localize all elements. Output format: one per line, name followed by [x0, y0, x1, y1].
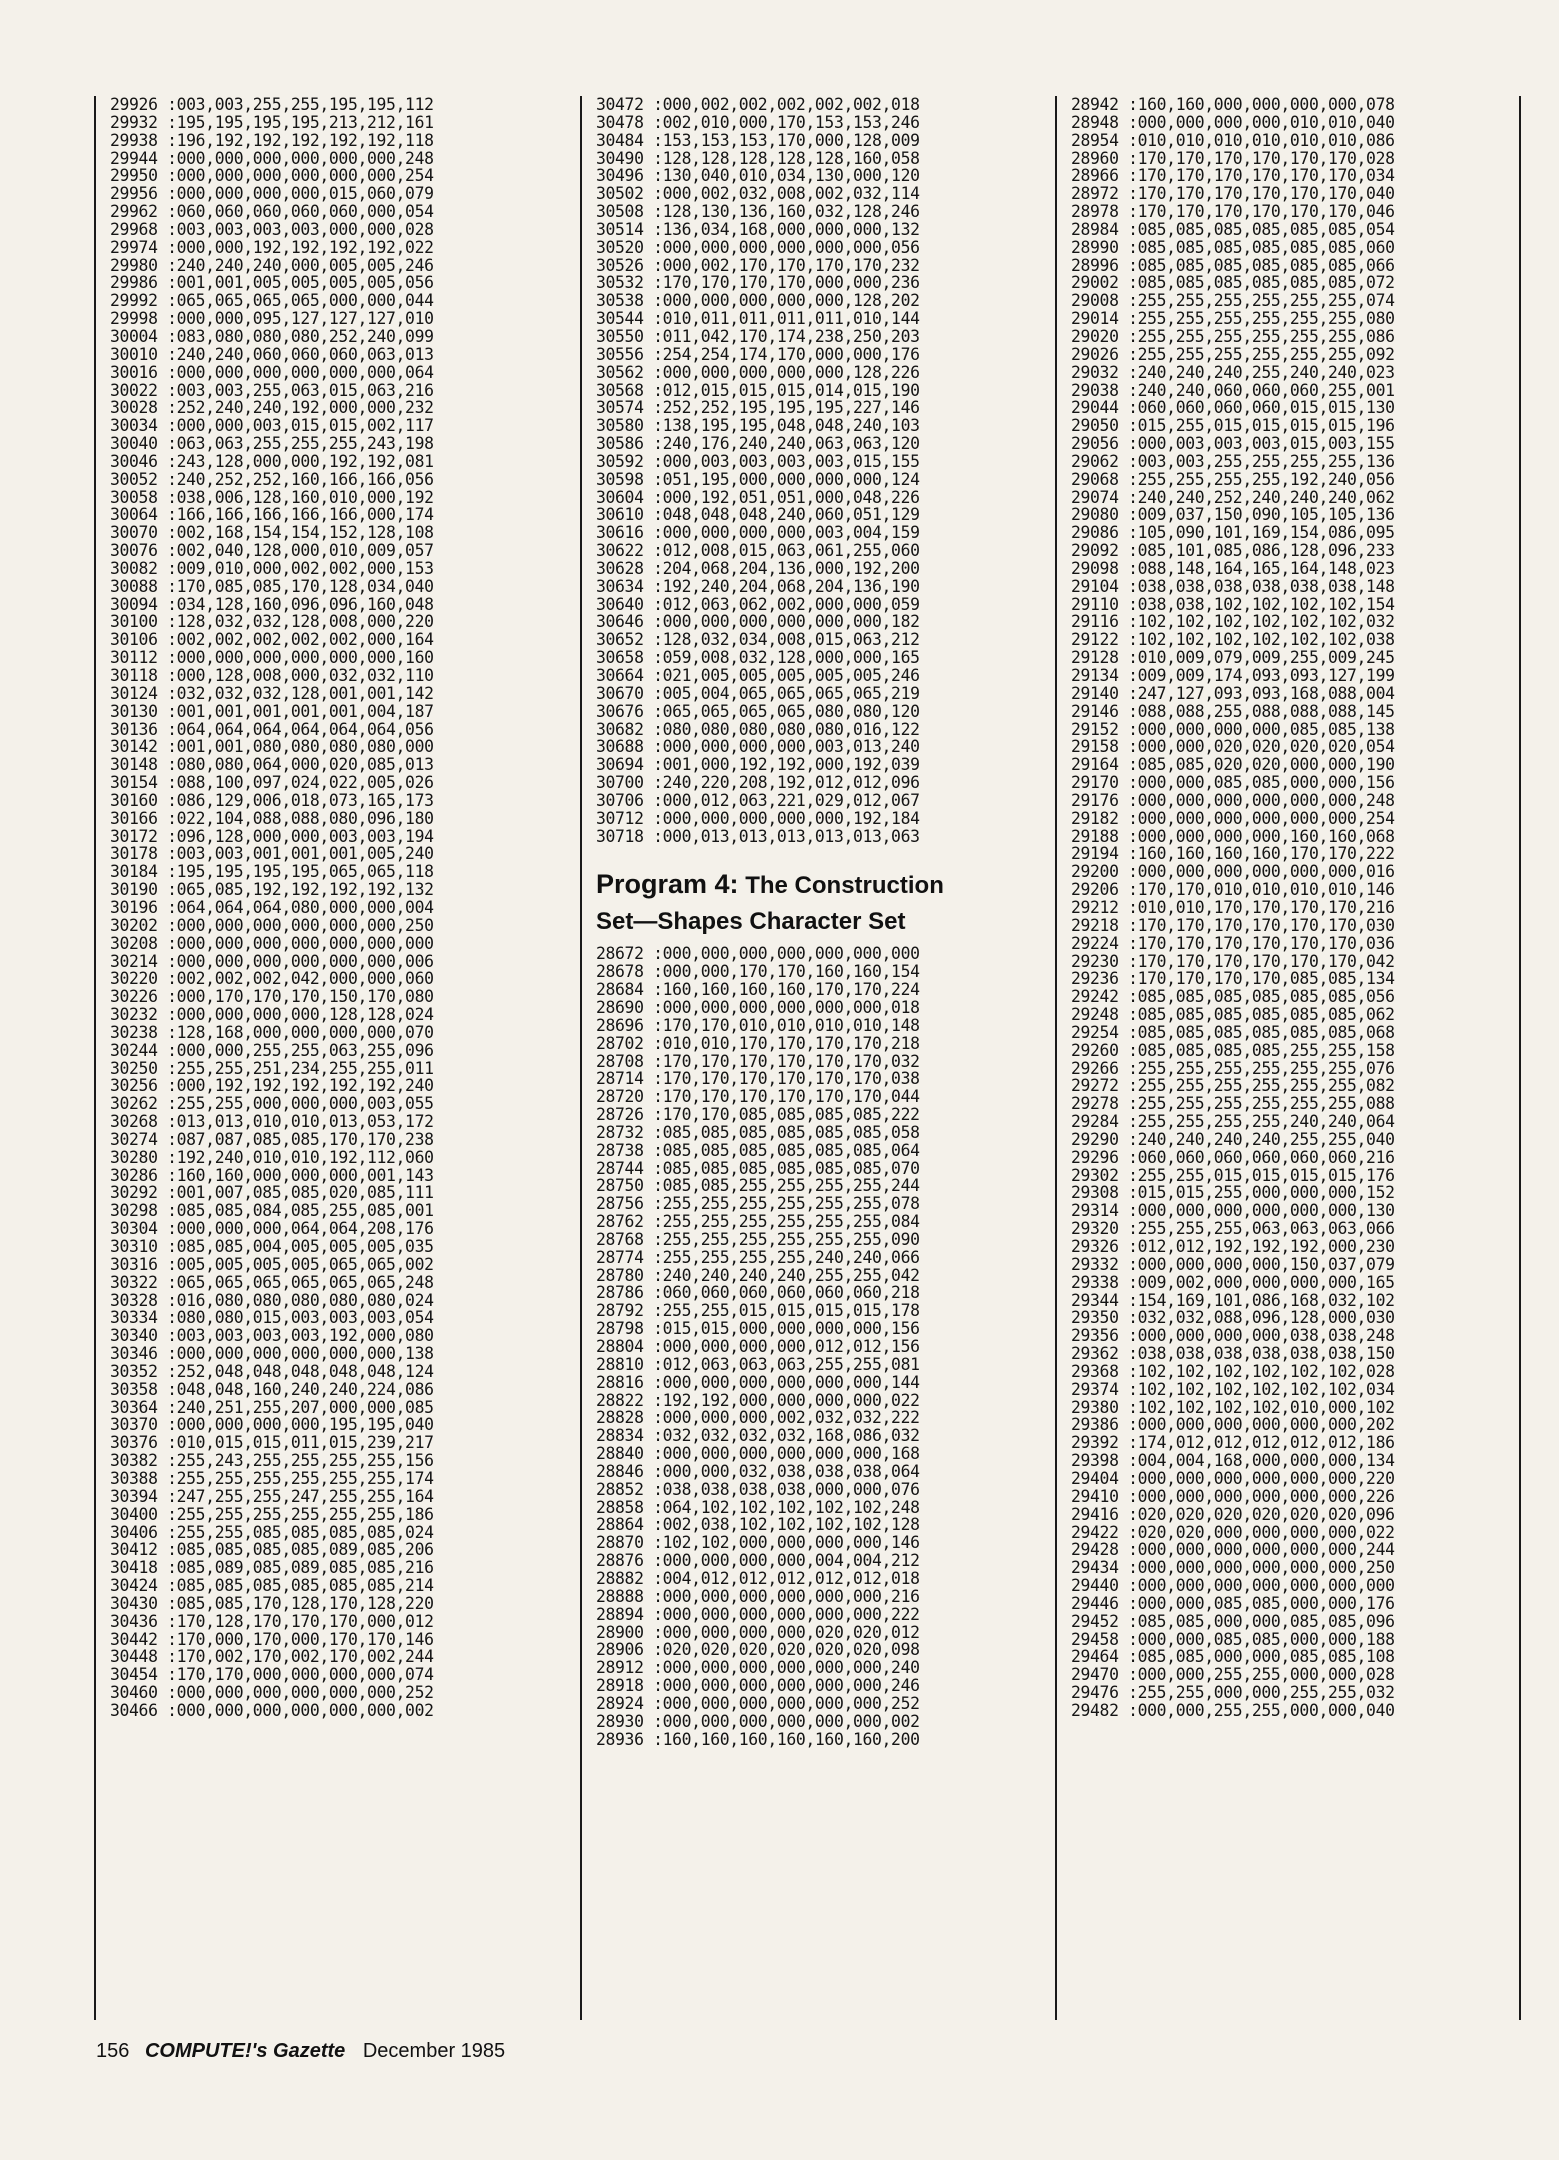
listing-line: 29164 :085,085,020,020,000,000,190: [1071, 755, 1395, 775]
listing-line: 29098 :088,148,164,165,164,148,023: [1071, 558, 1395, 578]
listing-line: 28936 :160,160,160,160,160,160,200: [596, 1729, 920, 1749]
listing-line: 29380 :102,102,102,102,010,000,102: [1071, 1397, 1395, 1417]
listing-line: 30370 :000,000,000,000,195,195,040: [110, 1415, 434, 1435]
listing-line: 28672 :000,000,000,000,000,000,000: [596, 944, 920, 964]
listing-line: 29032 :240,240,240,255,240,240,023: [1071, 362, 1395, 382]
listing-line: 28714 :170,170,170,170,170,170,038: [596, 1069, 920, 1089]
listing-line: 28864 :002,038,102,102,102,102,128: [596, 1515, 920, 1535]
listing-line: 29158 :000,000,020,020,020,020,054: [1071, 737, 1395, 757]
magazine-title: COMPUTE!'s Gazette: [144, 2040, 346, 2062]
listing-line: 30298 :085,085,084,085,255,085,001: [110, 1201, 434, 1221]
listing-line: 30340 :003,003,003,003,192,000,080: [110, 1326, 434, 1346]
listing-line: 28726 :170,170,085,085,085,085,222: [596, 1105, 920, 1125]
listing-line: 29950 :000,000,000,000,000,000,254: [110, 166, 434, 186]
listing-line: 29116 :102,102,102,102,102,102,032: [1071, 612, 1395, 632]
listing-line: 28684 :160,160,160,160,170,170,224: [596, 980, 920, 1000]
listing-line: 28768 :255,255,255,255,255,255,090: [596, 1229, 920, 1249]
listing-line: 29194 :160,160,160,160,170,170,222: [1071, 844, 1395, 864]
listing-line: 28924 :000,000,000,000,000,000,252: [596, 1693, 920, 1713]
listing-line: 29152 :000,000,000,000,085,085,138: [1071, 719, 1395, 739]
listing-line: 28966 :170,170,170,170,170,170,034: [1071, 166, 1395, 186]
listing-line: 28996 :085,085,085,085,085,085,066: [1071, 255, 1395, 275]
listing-line: 28954 :010,010,010,010,010,010,086: [1071, 130, 1395, 150]
listing-line: 30244 :000,000,255,255,063,255,096: [110, 1040, 434, 1060]
listing-line: 28870 :102,102,000,000,000,000,146: [596, 1533, 920, 1553]
program-heading-title-1: The Construction: [738, 872, 944, 900]
listing-line: 30178 :003,003,001,001,001,005,240: [110, 844, 434, 864]
listing-line: 30310 :085,085,004,005,005,005,035: [110, 1237, 434, 1256]
listing-line: 30466 :000,000,000,000,000,000,002: [110, 1700, 434, 1720]
listing-line: 29284 :255,255,255,255,240,240,064: [1071, 1112, 1395, 1132]
listing-line: 29062 :003,003,255,255,255,255,136: [1071, 451, 1395, 471]
listing-line: 29230 :170,170,170,170,170,170,042: [1071, 951, 1395, 971]
listing-line: 30352 :252,048,048,048,048,048,124: [110, 1361, 434, 1381]
listing-line: 28912 :000,000,000,000,000,000,240: [596, 1658, 920, 1678]
listing-line: 29176 :000,000,000,000,000,000,248: [1071, 790, 1395, 810]
listing-line: 29434 :000,000,000,000,000,000,250: [1071, 1558, 1395, 1578]
listing-line: 30394 :247,255,255,247,255,255,164: [110, 1486, 434, 1506]
listing-line: 29356 :000,000,000,000,038,038,248: [1071, 1326, 1395, 1346]
listing-line: 29236 :170,170,170,170,085,085,134: [1071, 969, 1395, 989]
listing-line: 30226 :000,170,170,170,150,170,080: [110, 987, 434, 1007]
listing-line: 29122 :102,102,102,102,102,102,038: [1071, 630, 1395, 650]
program-heading-label: Program 4:: [596, 869, 739, 900]
listing-line: 29452 :085,085,000,000,085,085,096: [1071, 1611, 1395, 1631]
listing-line: 28984 :085,085,085,085,085,085,054: [1071, 219, 1395, 239]
listing-line: 28774 :255,255,255,255,240,240,066: [596, 1247, 920, 1267]
listing-line: 30160 :086,129,006,018,073,165,173: [110, 790, 434, 810]
listing-line: 30328 :016,080,080,080,080,080,024: [110, 1290, 434, 1310]
listing-line: 30070 :002,168,154,154,152,128,108: [110, 523, 434, 543]
listing-line: 29014 :255,255,255,255,255,255,080: [1071, 309, 1395, 329]
listing-line: 30454 :170,170,000,000,000,000,074: [110, 1665, 434, 1685]
listing-line: 30058 :038,006,128,160,010,000,192: [110, 487, 434, 507]
listing-line: 29086 :105,090,101,169,154,086,095: [1071, 523, 1395, 543]
listing-line: 28762 :255,255,255,255,255,255,084: [596, 1212, 920, 1232]
listing-line: 30076 :002,040,128,000,010,009,057: [110, 541, 434, 561]
listing-line: 28906 :020,020,020,020,020,020,098: [596, 1640, 920, 1660]
listing-line: 30190 :065,085,192,192,192,192,132: [110, 880, 434, 900]
listing-line: 30406 :255,255,085,085,085,085,024: [110, 1522, 434, 1542]
listing-line: 30250 :255,255,251,234,255,255,011: [110, 1058, 434, 1078]
listing-line: 30490 :128,128,128,128,128,160,058: [596, 148, 920, 168]
listing-line: 29200 :000,000,000,000,000,000,016: [1071, 862, 1395, 882]
listing-line: 28858 :064,102,102,102,102,102,248: [596, 1497, 920, 1517]
listing-line: 30580 :138,195,195,048,048,240,103: [596, 416, 920, 436]
listing-line: 29326 :012,012,192,192,192,000,230: [1071, 1237, 1395, 1256]
program-heading: [596, 867, 1044, 939]
listing-line: 28780 :240,240,240,240,255,255,042: [596, 1265, 920, 1285]
listing-line: 30346 :000,000,000,000,000,000,138: [110, 1344, 434, 1364]
listing-line: 28894 :000,000,000,000,000,000,222: [596, 1604, 920, 1624]
listing-line: 29272 :255,255,255,255,255,255,082: [1071, 1076, 1395, 1096]
listing-line: 28828 :000,000,000,002,032,032,222: [596, 1408, 920, 1428]
listing-line: 28882 :004,012,012,012,012,012,018: [596, 1568, 920, 1588]
listing-line: 29224 :170,170,170,170,170,170,036: [1071, 933, 1395, 953]
listing-line: 29266 :255,255,255,255,255,255,076: [1071, 1058, 1395, 1078]
listing-line: 29404 :000,000,000,000,000,000,220: [1071, 1468, 1395, 1488]
listing-line: 28720 :170,170,170,170,170,170,044: [596, 1087, 920, 1107]
listing-line: 30604 :000,192,051,051,000,048,226: [596, 487, 920, 507]
listing-line: 29278 :255,255,255,255,255,255,088: [1071, 1094, 1395, 1114]
listing-line: 29350 :032,032,088,096,128,000,030: [1071, 1308, 1395, 1328]
listing-line: 30676 :065,065,065,065,080,080,120: [596, 701, 920, 721]
listing-line: 29428 :000,000,000,000,000,000,244: [1071, 1540, 1395, 1560]
listing-line: 30538 :000,000,000,000,000,128,202: [596, 291, 920, 311]
listing-line: 30532 :170,170,170,170,000,000,236: [596, 273, 920, 293]
listing-line: 30004 :083,080,080,080,252,240,099: [110, 326, 434, 346]
program-heading-title-2: Set—Shapes Character Set: [596, 908, 906, 936]
listing-line: 30166 :022,104,088,088,080,096,180: [110, 808, 434, 828]
listing-line: 30550 :011,042,170,174,238,250,203: [596, 326, 920, 346]
listing-line: 28948 :000,000,000,000,010,010,040: [1071, 112, 1395, 132]
listing-line: 28816 :000,000,000,000,000,000,144: [596, 1372, 920, 1392]
listing-line: 28834 :032,032,032,032,168,086,032: [596, 1426, 920, 1446]
spacer: [596, 845, 1044, 867]
listing-line: 29314 :000,000,000,000,000,000,130: [1071, 1201, 1395, 1221]
listing-line: 29422 :020,020,000,000,000,000,022: [1071, 1522, 1395, 1542]
listing-line: 30034 :000,000,003,015,015,002,117: [110, 416, 434, 436]
listing-line: 28978 :170,170,170,170,170,170,046: [1071, 202, 1395, 222]
listing-line: 30718 :000,013,013,013,013,013,063: [596, 826, 920, 846]
listing-column-2: [580, 96, 1044, 2020]
listing-line: 30388 :255,255,255,255,255,255,174: [110, 1468, 434, 1488]
listing-line: 30556 :254,254,174,170,000,000,176: [596, 344, 920, 364]
listing-line: 30322 :065,065,065,065,065,065,248: [110, 1272, 434, 1292]
listing-line: 29212 :010,010,170,170,170,170,216: [1071, 897, 1395, 917]
listing-line: 28822 :192,192,000,000,000,000,022: [596, 1390, 920, 1410]
listing-line: 28798 :015,015,000,000,000,000,156: [596, 1319, 920, 1339]
listing-line: 29074 :240,240,252,240,240,240,062: [1071, 487, 1395, 507]
listing-line: 28786 :060,060,060,060,060,060,218: [596, 1283, 920, 1303]
listing-line: 29008 :255,255,255,255,255,255,074: [1071, 291, 1395, 311]
listing-line: 28960 :170,170,170,170,170,170,028: [1071, 148, 1395, 168]
listing-line: 29128 :010,009,079,009,255,009,245: [1071, 648, 1395, 668]
listing-line: 29302 :255,255,015,015,015,015,176: [1071, 1165, 1395, 1185]
listing-line: 30568 :012,015,015,015,014,015,190: [596, 380, 920, 400]
listing-line: 30382 :255,243,255,255,255,255,156: [110, 1451, 434, 1471]
listing-line: 29104 :038,038,038,038,038,038,148: [1071, 576, 1395, 596]
listing-line: 29932 :195,195,195,195,213,212,161: [110, 112, 434, 132]
listing-line: 30610 :048,048,048,240,060,051,129: [596, 505, 920, 525]
listing-line: 30598 :051,195,000,000,000,000,124: [596, 469, 920, 489]
listing-line: 30586 :240,176,240,240,063,063,120: [596, 434, 920, 454]
listing-line: 30118 :000,128,008,000,032,032,110: [110, 666, 434, 685]
listing-line: 30040 :063,063,255,255,255,243,198: [110, 434, 434, 454]
listing-line: 30124 :032,032,032,128,001,001,142: [110, 683, 434, 703]
listing-line: 29344 :154,169,101,086,168,032,102: [1071, 1290, 1395, 1310]
listing-line: 28810 :012,063,063,063,255,255,081: [596, 1354, 920, 1374]
listing-line: 30442 :170,000,170,000,170,170,146: [110, 1629, 434, 1649]
listing-line: 30292 :001,007,085,085,020,085,111: [110, 1183, 434, 1203]
listing-line: 29968 :003,003,003,003,000,000,028: [110, 219, 434, 239]
listing-lines: [596, 96, 1044, 845]
listing-line: 29170 :000,000,085,085,000,000,156: [1071, 773, 1395, 793]
listing-line: 28930 :000,000,000,000,000,000,002: [596, 1711, 920, 1731]
listing-line: 30202 :000,000,000,000,000,000,250: [110, 915, 434, 935]
listing-line: 29368 :102,102,102,102,102,102,028: [1071, 1361, 1395, 1381]
listing-line: 29416 :020,020,020,020,020,020,096: [1071, 1504, 1395, 1524]
listing-line: 30334 :080,080,015,003,003,003,054: [110, 1308, 434, 1328]
listing-line: 30544 :010,011,011,011,011,010,144: [596, 309, 920, 329]
listing-line: 30496 :130,040,010,034,130,000,120: [596, 166, 920, 186]
listing-line: 29974 :000,000,192,192,192,192,022: [110, 237, 434, 257]
issue-date: December 1985: [362, 2040, 506, 2062]
listing-line: 30514 :136,034,168,000,000,000,132: [596, 219, 920, 239]
listing-line: 30082 :009,010,000,002,002,000,153: [110, 558, 434, 578]
listing-line: 30172 :096,128,000,000,003,003,194: [110, 826, 434, 846]
listing-line: 30700 :240,220,208,192,012,012,096: [596, 773, 920, 793]
listing-line: 29182 :000,000,000,000,000,000,254: [1071, 808, 1395, 828]
listing-line: 30652 :128,032,034,008,015,063,212: [596, 630, 920, 650]
listing-line: 30184 :195,195,195,195,065,065,118: [110, 862, 434, 882]
listing-line: 29140 :247,127,093,093,168,088,004: [1071, 683, 1395, 703]
listing-line: 30196 :064,064,064,080,000,000,004: [110, 897, 434, 917]
listing-line: 30088 :170,085,085,170,128,034,040: [110, 576, 434, 596]
listing-line: 30478 :002,010,000,170,153,153,246: [596, 112, 920, 132]
listing-line: 30682 :080,080,080,080,080,016,122: [596, 719, 920, 739]
listing-line: 28942 :160,160,000,000,000,000,078: [1071, 95, 1395, 114]
listing-line: 29944 :000,000,000,000,000,000,248: [110, 148, 434, 168]
listing-line: 30112 :000,000,000,000,000,000,160: [110, 648, 434, 668]
listing-line: 30418 :085,089,085,089,085,085,216: [110, 1558, 434, 1578]
listing-line: 29290 :240,240,240,240,255,255,040: [1071, 1129, 1395, 1149]
listing-line: 29392 :174,012,012,012,012,012,186: [1071, 1433, 1395, 1453]
listing-line: 30274 :087,087,085,085,170,170,238: [110, 1129, 434, 1149]
listing-line: 29458 :000,000,085,085,000,000,188: [1071, 1629, 1395, 1649]
listing-line: 30616 :000,000,000,000,003,004,159: [596, 523, 920, 543]
listing-line: 29470 :000,000,255,255,000,000,028: [1071, 1665, 1395, 1685]
listing-line: 30154 :088,100,097,024,022,005,026: [110, 773, 434, 793]
listing-line: 29020 :255,255,255,255,255,255,086: [1071, 326, 1395, 346]
listing-line: 30220 :002,002,002,042,000,000,060: [110, 969, 434, 989]
listing-line: 29110 :038,038,102,102,102,102,154: [1071, 594, 1395, 614]
listing-line: 29386 :000,000,000,000,000,000,202: [1071, 1415, 1395, 1435]
listing-line: 28750 :085,085,255,255,255,255,244: [596, 1176, 920, 1196]
listing-line: 30436 :170,128,170,170,170,000,012: [110, 1611, 434, 1631]
listing-line: 30400 :255,255,255,255,255,255,186: [110, 1504, 434, 1524]
listing-line: 29374 :102,102,102,102,102,102,034: [1071, 1379, 1395, 1399]
listing-line: 30460 :000,000,000,000,000,000,252: [110, 1683, 434, 1703]
listing-line: 30508 :128,130,136,160,032,128,246: [596, 202, 920, 222]
listing-line: 30106 :002,002,002,002,002,000,164: [110, 630, 434, 650]
listing-line: 30262 :255,255,000,000,000,003,055: [110, 1094, 434, 1114]
listing-line: 30286 :160,160,000,000,000,001,143: [110, 1165, 434, 1185]
listing-line: 30028 :252,240,240,192,000,000,232: [110, 398, 434, 418]
listing-line: 29050 :015,255,015,015,015,015,196: [1071, 416, 1395, 436]
listing-line: 29986 :001,001,005,005,005,005,056: [110, 273, 434, 293]
listing-lines: [110, 96, 558, 1720]
listing-line: 30712 :000,000,000,000,000,192,184: [596, 808, 920, 828]
listing-line: 29332 :000,000,000,000,150,037,079: [1071, 1254, 1395, 1274]
listing-line: 29440 :000,000,000,000,000,000,000: [1071, 1576, 1395, 1596]
listing-line: 29446 :000,000,085,085,000,000,176: [1071, 1593, 1395, 1613]
listing-line: 28888 :000,000,000,000,000,000,216: [596, 1586, 920, 1606]
listing-line: 30358 :048,048,160,240,240,224,086: [110, 1379, 434, 1399]
listing-line: 30130 :001,001,001,001,001,004,187: [110, 701, 434, 721]
listing-line: 29092 :085,101,085,086,128,096,233: [1071, 541, 1395, 561]
listing-line: 29476 :255,255,000,000,255,255,032: [1071, 1683, 1395, 1703]
listing-line: 29026 :255,255,255,255,255,255,092: [1071, 344, 1395, 364]
listing-line: 30664 :021,005,005,005,005,005,246: [596, 666, 920, 685]
listing-line: 29254 :085,085,085,085,085,085,068: [1071, 1022, 1395, 1042]
listing-line: 30148 :080,080,064,000,020,085,013: [110, 755, 434, 775]
listing-line: 29146 :088,088,255,088,088,088,145: [1071, 701, 1395, 721]
listing-line: 29044 :060,060,060,060,015,015,130: [1071, 398, 1395, 418]
listing-line: 29134 :009,009,174,093,093,127,199: [1071, 666, 1395, 685]
page-footer: [96, 2040, 505, 2063]
listing-line: 29206 :170,170,010,010,010,010,146: [1071, 880, 1395, 900]
listing-line: 28852 :038,038,038,038,000,000,076: [596, 1479, 920, 1499]
listing-line: 30238 :128,168,000,000,000,000,070: [110, 1022, 434, 1042]
listing-line: 30502 :000,002,032,008,002,032,114: [596, 184, 920, 204]
listing-line: 30016 :000,000,000,000,000,000,064: [110, 362, 434, 382]
listing-line: 30412 :085,085,085,085,089,085,206: [110, 1540, 434, 1560]
listing-line: 30622 :012,008,015,063,061,255,060: [596, 541, 920, 561]
listing-line: 29218 :170,170,170,170,170,170,030: [1071, 915, 1395, 935]
listing-line: 30316 :005,005,005,005,065,065,002: [110, 1254, 434, 1274]
listing-line: 29980 :240,240,240,000,005,005,246: [110, 255, 434, 275]
listing-line: 30280 :192,240,010,010,192,112,060: [110, 1147, 434, 1167]
listing-line: 30706 :000,012,063,221,029,012,067: [596, 790, 920, 810]
listing-line: 30640 :012,063,062,002,000,000,059: [596, 594, 920, 614]
listing-column-3: [1055, 96, 1521, 2020]
listing-line: 29362 :038,038,038,038,038,038,150: [1071, 1344, 1395, 1364]
listing-line: 30304 :000,000,000,064,064,208,176: [110, 1219, 434, 1239]
listing-line: 28744 :085,085,085,085,085,085,070: [596, 1158, 920, 1178]
listing-line: 30064 :166,166,166,166,166,000,174: [110, 505, 434, 525]
listing-line: 30100 :128,032,032,128,008,000,220: [110, 612, 434, 632]
page-number: 156: [96, 2040, 130, 2062]
listing-line: 29926 :003,003,255,255,195,195,112: [110, 95, 434, 114]
listing-line: 29296 :060,060,060,060,060,060,216: [1071, 1147, 1395, 1167]
listing-line: 30142 :001,001,080,080,080,080,000: [110, 737, 434, 757]
listing-line: 28846 :000,000,032,038,038,038,064: [596, 1461, 920, 1481]
listing-line: 29410 :000,000,000,000,000,000,226: [1071, 1486, 1395, 1506]
listing-line: 29038 :240,240,060,060,060,255,001: [1071, 380, 1395, 400]
listing-line: 30010 :240,240,060,060,060,063,013: [110, 344, 434, 364]
listing-line: 29320 :255,255,255,063,063,063,066: [1071, 1219, 1395, 1239]
listing-line: 30472 :000,002,002,002,002,002,018: [596, 95, 920, 114]
listing-line: 28678 :000,000,170,170,160,160,154: [596, 962, 920, 982]
listing-line: 30670 :005,004,065,065,065,065,219: [596, 683, 920, 703]
listing-line: 30646 :000,000,000,000,000,000,182: [596, 612, 920, 632]
listing-line: 30484 :153,153,153,170,000,128,009: [596, 130, 920, 150]
listing-line: 30526 :000,002,170,170,170,170,232: [596, 255, 920, 275]
listing-line: 30046 :243,128,000,000,192,192,081: [110, 451, 434, 471]
listing-line: 28804 :000,000,000,000,012,012,156: [596, 1337, 920, 1356]
listing-line: 30694 :001,000,192,192,000,192,039: [596, 755, 920, 775]
listing-line: 28972 :170,170,170,170,170,170,040: [1071, 184, 1395, 204]
listing-line: 30376 :010,015,015,011,015,239,217: [110, 1433, 434, 1453]
listing-line: 30094 :034,128,160,096,096,160,048: [110, 594, 434, 614]
listing-line: 29962 :060,060,060,060,060,000,054: [110, 202, 434, 222]
listing-line: 29398 :004,004,168,000,000,000,134: [1071, 1451, 1395, 1471]
listing-line: 30628 :204,068,204,136,000,192,200: [596, 558, 920, 578]
listing-line: 29260 :085,085,085,085,255,255,158: [1071, 1040, 1395, 1060]
listing-line: 30658 :059,008,032,128,000,000,165: [596, 648, 920, 668]
listing-line: 30574 :252,252,195,195,195,227,146: [596, 398, 920, 418]
listing-line: 29956 :000,000,000,000,015,060,079: [110, 184, 434, 204]
listing-line: 29242 :085,085,085,085,085,085,056: [1071, 987, 1395, 1007]
listing-line: 30136 :064,064,064,064,064,064,056: [110, 719, 434, 739]
listing-line: 28732 :085,085,085,085,085,085,058: [596, 1122, 920, 1142]
listing-line: 30268 :013,013,010,010,013,053,172: [110, 1112, 434, 1132]
listing-line: 28876 :000,000,000,000,004,004,212: [596, 1551, 920, 1571]
listing-line: 29080 :009,037,150,090,105,105,136: [1071, 505, 1395, 525]
listing-line: 29056 :000,003,003,003,015,003,155: [1071, 434, 1395, 454]
listing-lines: [1071, 96, 1519, 1720]
listing-line: 28900 :000,000,000,000,020,020,012: [596, 1622, 920, 1642]
listing-line: 28690 :000,000,000,000,000,000,018: [596, 997, 920, 1017]
listing-line: 30688 :000,000,000,000,003,013,240: [596, 737, 920, 757]
listing-line: 28738 :085,085,085,085,085,085,064: [596, 1140, 920, 1160]
listing-line: 30232 :000,000,000,000,128,128,024: [110, 1005, 434, 1025]
listing-line: 30634 :192,240,204,068,204,136,190: [596, 576, 920, 596]
listing-line: 29482 :000,000,255,255,000,000,040: [1071, 1700, 1395, 1720]
listing-line: 29992 :065,065,065,065,000,000,044: [110, 291, 434, 311]
listing-line: 29338 :009,002,000,000,000,000,165: [1071, 1272, 1395, 1292]
listing-line: 30022 :003,003,255,063,015,063,216: [110, 380, 434, 400]
listing-line: 28702 :010,010,170,170,170,170,218: [596, 1033, 920, 1053]
listing-line: 28840 :000,000,000,000,000,000,168: [596, 1444, 920, 1464]
listing-line: 30430 :085,085,170,128,170,128,220: [110, 1593, 434, 1613]
listing-line: 28708 :170,170,170,170,170,170,032: [596, 1051, 920, 1071]
listing-line: 30562 :000,000,000,000,000,128,226: [596, 362, 920, 382]
listing-line: 28696 :170,170,010,010,010,010,148: [596, 1015, 920, 1035]
listing-line: 28918 :000,000,000,000,000,000,246: [596, 1676, 920, 1696]
listing-line: 29248 :085,085,085,085,085,085,062: [1071, 1005, 1395, 1025]
listing-line: 29002 :085,085,085,085,085,085,072: [1071, 273, 1395, 293]
listing-line: 30424 :085,085,085,085,085,085,214: [110, 1576, 434, 1596]
listing-line: 30052 :240,252,252,160,166,166,056: [110, 469, 434, 489]
listing-line: 29938 :196,192,192,192,192,192,118: [110, 130, 434, 150]
listing-line: 30214 :000,000,000,000,000,000,006: [110, 951, 434, 971]
listing-line: 30364 :240,251,255,207,000,000,085: [110, 1397, 434, 1417]
listing-line: 30208 :000,000,000,000,000,000,000: [110, 933, 434, 953]
listing-line: 28792 :255,255,015,015,015,015,178: [596, 1301, 920, 1321]
listing-line: 28990 :085,085,085,085,085,085,060: [1071, 237, 1395, 257]
listing-line: 29068 :255,255,255,255,192,240,056: [1071, 469, 1395, 489]
listing-line: 29998 :000,000,095,127,127,127,010: [110, 309, 434, 329]
listing-line: 29464 :085,085,000,000,085,085,108: [1071, 1647, 1395, 1667]
listing-line: 30448 :170,002,170,002,170,002,244: [110, 1647, 434, 1667]
listing-line: 30592 :000,003,003,003,003,015,155: [596, 451, 920, 471]
listing-line: 30256 :000,192,192,192,192,192,240: [110, 1076, 434, 1096]
listing-line: 30520 :000,000,000,000,000,000,056: [596, 237, 920, 257]
listing-column-1: [94, 96, 558, 2020]
listing-lines: [596, 945, 1044, 1748]
listing-line: 29308 :015,015,255,000,000,000,152: [1071, 1183, 1395, 1203]
listing-line: 28756 :255,255,255,255,255,255,078: [596, 1194, 920, 1214]
listing-line: 29188 :000,000,000,000,160,160,068: [1071, 826, 1395, 846]
